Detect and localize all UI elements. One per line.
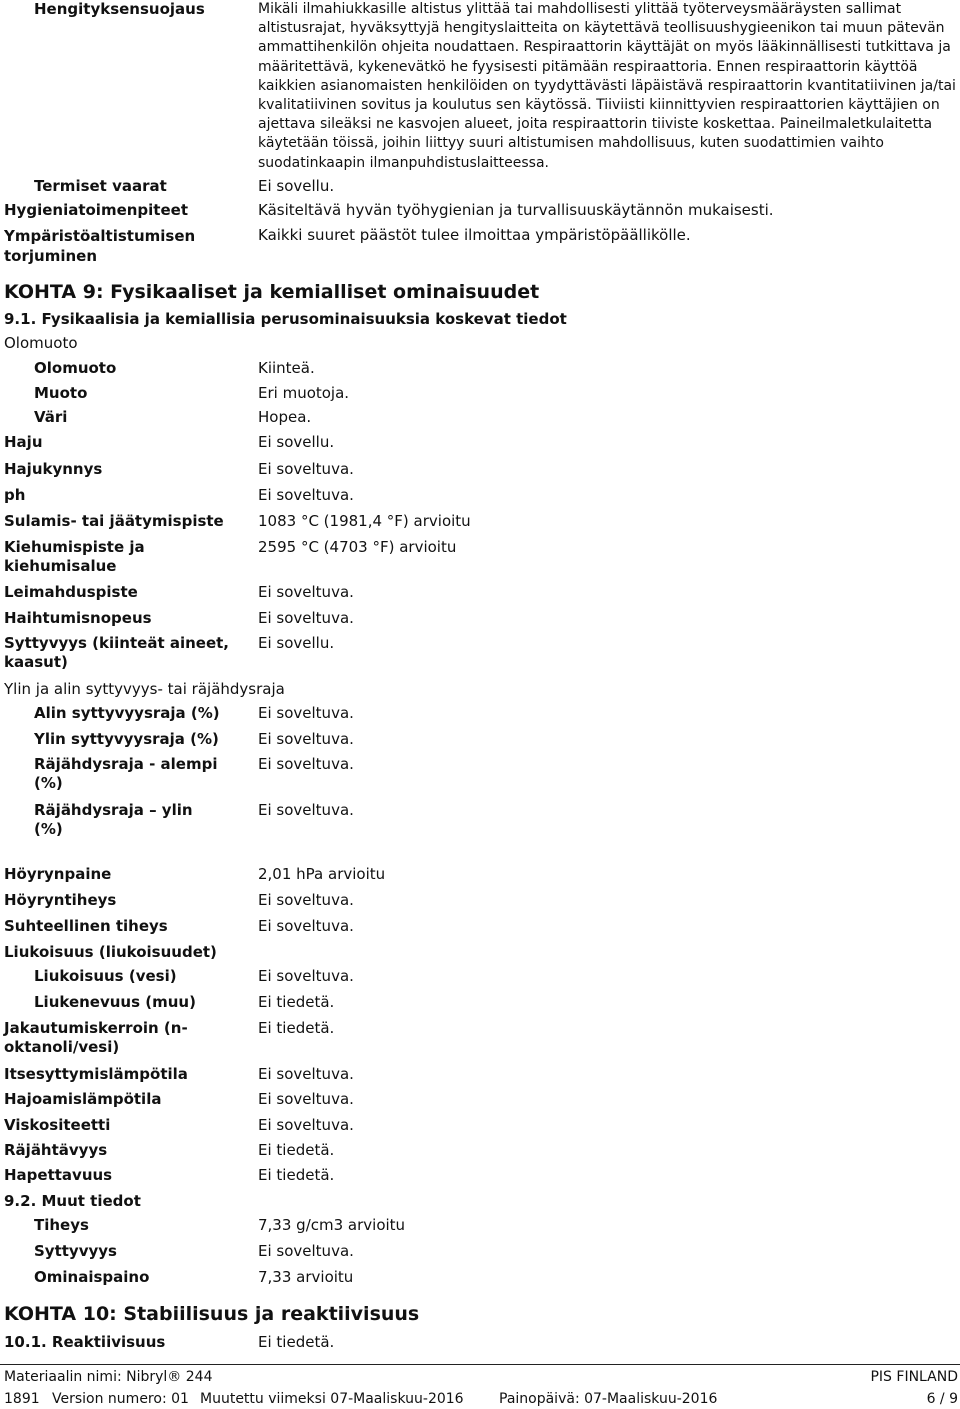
prop-value: Ei tiedetä. xyxy=(258,1019,335,1037)
prop-label: Räjähdysraja – ylin (%) xyxy=(34,801,193,838)
prop-label: Sulamis- tai jäätymispiste xyxy=(4,512,224,530)
prop-value: Ei soveltuva. xyxy=(258,1090,354,1108)
solubility-heading: Liukoisuus (liukoisuudet) xyxy=(4,943,217,961)
prop-label: Höyrynpaine xyxy=(4,865,112,883)
prop-value: Ei soveltuva. xyxy=(258,891,354,909)
section-9-2-heading: 9.2. Muut tiedot xyxy=(4,1192,141,1210)
prop-label: Hajoamislämpötila xyxy=(4,1090,162,1108)
footer-version: Version numero: 01 xyxy=(52,1391,189,1407)
footer-company: PIS FINLAND xyxy=(870,1369,958,1385)
prop-value: 7,33 arvioitu xyxy=(258,1268,354,1286)
prop-value: Ei soveltuva. xyxy=(258,486,354,504)
prop-label: Liukoisuus (vesi) xyxy=(34,967,177,985)
prop-value: 1083 °C (1981,4 °F) arvioitu xyxy=(258,512,471,530)
prop-label: Jakautumiskerroin (n-oktanoli/vesi) xyxy=(4,1019,188,1056)
prop-label: Itsesyttymislämpötila xyxy=(4,1065,188,1083)
prop-label: Ominaispaino xyxy=(34,1268,150,1286)
prop-value: Ei soveltuva. xyxy=(258,609,354,627)
prop-value: Ei sovellu. xyxy=(258,634,335,652)
footer-print-date: Painopäivä: 07-Maaliskuu-2016 xyxy=(499,1391,718,1407)
prop-label: Muoto xyxy=(34,384,88,402)
reactivity-value: Ei tiedetä. xyxy=(258,1333,335,1351)
footer-divider xyxy=(0,1364,960,1365)
prop-label: Hapettavuus xyxy=(4,1166,113,1184)
prop-label: ph xyxy=(4,486,26,504)
prop-label: Liukenevuus (muu) xyxy=(34,993,196,1011)
footer-modified-date: Muutettu viimeksi 07-Maaliskuu-2016 xyxy=(200,1391,464,1407)
prop-label: Haju xyxy=(4,433,43,451)
thermal-hazards-label: Termiset vaarat xyxy=(34,177,167,195)
prop-label: Hajukynnys xyxy=(4,460,103,478)
section-9-title: KOHTA 9: Fysikaaliset ja kemialliset ominaisuudet xyxy=(4,281,540,303)
footer-material-name: Materiaalin nimi: Nibryl® 244 xyxy=(4,1369,213,1385)
section-10-1-heading: 10.1. Reaktiivisuus xyxy=(4,1333,166,1351)
prop-label: Kiehumispiste ja kiehumisalue xyxy=(4,538,145,575)
prop-value: Ei soveltuva. xyxy=(258,583,354,601)
prop-value: Ei tiedetä. xyxy=(258,1166,335,1184)
section-9-1-heading: 9.1. Fysikaalisia ja kemiallisia perusominaisuuksia koskevat tiedot xyxy=(4,310,567,328)
footer-document-number: 1891 xyxy=(4,1391,40,1407)
prop-label: Ylin syttyvyysraja (%) xyxy=(34,730,219,748)
prop-value: Ei soveltuva. xyxy=(258,1242,354,1260)
prop-label: Haihtumisnopeus xyxy=(4,609,152,627)
prop-value: Ei tiedetä. xyxy=(258,1141,335,1159)
prop-value: Ei soveltuva. xyxy=(258,801,354,819)
flammability-limits-heading: Ylin ja alin syttyvyys- tai räjähdysraja xyxy=(4,680,285,698)
prop-value: 7,33 g/cm3 arvioitu xyxy=(258,1216,406,1234)
prop-value: Ei soveltuva. xyxy=(258,460,354,478)
prop-value: Hopea. xyxy=(258,408,312,426)
prop-label: Räjähtävyys xyxy=(4,1141,108,1159)
environmental-exposure-value: Kaikki suuret päästöt tulee ilmoittaa ympäristöpäällikölle. xyxy=(258,226,691,244)
respiratory-protection-label: Hengityksensuojaus xyxy=(34,0,205,18)
prop-label: Olomuoto xyxy=(34,359,117,377)
prop-value: Ei soveltuva. xyxy=(258,1116,354,1134)
prop-label: Syttyvyys xyxy=(34,1242,117,1260)
prop-value: Ei sovellu. xyxy=(258,433,335,451)
prop-label: Höyryntiheys xyxy=(4,891,117,909)
state-group-heading: Olomuoto xyxy=(4,334,78,352)
prop-value: Ei soveltuva. xyxy=(258,917,354,935)
prop-label: Syttyvyys (kiinteät aineet, kaasut) xyxy=(4,634,229,671)
prop-value: 2595 °C (4703 °F) arvioitu xyxy=(258,538,457,556)
prop-label: Tiheys xyxy=(34,1216,89,1234)
prop-label: Viskositeetti xyxy=(4,1116,111,1134)
prop-value: Ei soveltuva. xyxy=(258,1065,354,1083)
prop-value: Ei soveltuva. xyxy=(258,755,354,773)
prop-value: Ei tiedetä. xyxy=(258,993,335,1011)
thermal-hazards-value: Ei sovellu. xyxy=(258,177,335,195)
prop-label: Väri xyxy=(34,408,68,426)
prop-value: Ei soveltuva. xyxy=(258,730,354,748)
footer-page-number: 6 / 9 xyxy=(926,1391,958,1407)
hygiene-label: Hygieniatoimenpiteet xyxy=(4,201,188,219)
prop-value: Ei soveltuva. xyxy=(258,704,354,722)
section-10-title: KOHTA 10: Stabiilisuus ja reaktiivisuus xyxy=(4,1303,420,1325)
prop-label: Leimahduspiste xyxy=(4,583,138,601)
hygiene-value: Käsiteltävä hyvän työhygienian ja turvallisuuskäytännön mukaisesti. xyxy=(258,201,774,219)
environmental-exposure-label: Ympäristöaltistumisen torjuminen xyxy=(4,227,196,265)
prop-label: Räjähdysraja - alempi (%) xyxy=(34,755,218,792)
prop-label: Alin syttyvyysraja (%) xyxy=(34,704,220,722)
prop-value: 2,01 hPa arvioitu xyxy=(258,865,386,883)
prop-value: Eri muotoja. xyxy=(258,384,350,402)
prop-label: Suhteellinen tiheys xyxy=(4,917,168,935)
respiratory-protection-text: Mikäli ilmahiukkasille altistus ylittää tai mahdollisesti ylittää työterveysmääräysten sallimat altistusrajat, hyväksyttyjä hengityslaitteita on käytettävä teollisuushygieenikon tai muun pätevän ammattihenkilön ohjeita noudattaen. Respiraattorin käyttäjät on myös lääkinnällisesti tutkittava ja määritettävä, kykenevätkö he fyysisesti pitämään respiraattoria. Ennen respiraattorin käyttöä kaikkien asianomaisten henkilöiden on tyydyttävästi läpäistävä respiraattorin kvantitatiivinen ja/tai kvalitatiivinen sovitus ja koulutus sen käytössä. Tiiviisti kiinnittyvien respiraattorien käyttäjien on ajettava sileäksi ne kasvojen alueet, joita respiraattorin tiiviste koskettaa. Paineilmaletkulaitetta käytetään töissä, joihin liittyy suuri altistumisen mahdollisuus, kuten suodattimien vaihto suodatinkaapin ilmanpuhdistuslaitteessa. xyxy=(258,1,956,171)
prop-value: Kiinteä. xyxy=(258,359,315,377)
prop-value: Ei soveltuva. xyxy=(258,967,354,985)
